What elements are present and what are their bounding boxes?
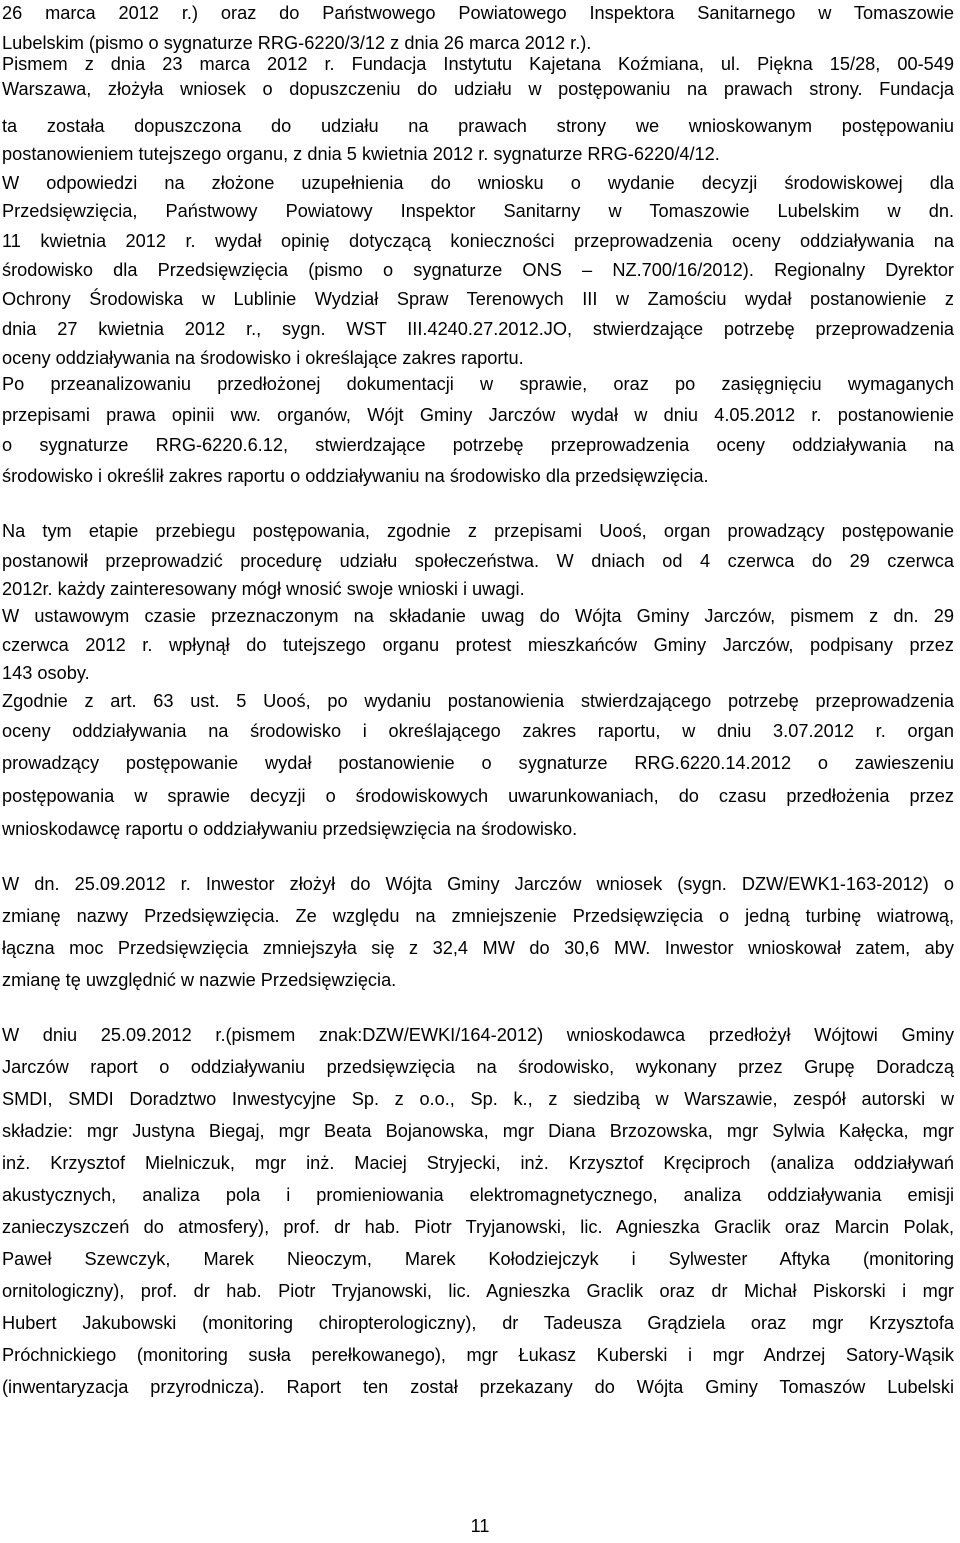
text-line: Zgodnie z art. 63 ust. 5 Uooś, po wydaniu postanowienia stwierdzającego potrzebę przeprowadzenia — [2, 691, 954, 711]
text-line: Ochrony Środowiska w Lublinie Wydział Spraw Terenowych III w Zamościu wydał postanowienie z — [2, 289, 954, 309]
text-line: zmianę tę uwzględnić w nazwie Przedsięwzięcia. — [2, 970, 397, 990]
text-line: zmianę nazwy Przedsięwzięcia. Ze względu na zmniejszenie Przedsięwzięcia o jedną turbinę wiatrową, — [2, 906, 954, 926]
text-line: (inwentaryzacja przyrodnicza). Raport ten został przekazany do Wójta Gminy Tomaszów Lubelski — [2, 1377, 954, 1397]
text-line: Po przeanalizowaniu przedłożonej dokumentacji w sprawie, oraz po zasięgnięciu wymaganych — [2, 374, 954, 394]
text-line: oceny oddziaływania na środowisko i określające zakres raportu. — [2, 348, 524, 368]
text-line: Lubelskim (pismo o sygnaturze RRG-6220/3/12 z dnia 26 marca 2012 r.). — [2, 33, 592, 53]
text-line: Przedsięwzięcia, Państwowy Powiatowy Inspektor Sanitarny w Tomaszowie Lubelskim w dn. — [2, 201, 954, 221]
text-line: czerwca 2012 r. wpłynął do tutejszego organu protest mieszkańców Gminy Jarczów, podpisany przez — [2, 635, 954, 655]
text-line: postanowił przeprowadzić procedurę udziału społeczeństwa. W dniach od 4 czerwca do 29 czerwca — [2, 551, 954, 571]
text-line: Na tym etapie przebiegu postępowania, zgodnie z przepisami Uooś, organ prowadzący postępowanie — [2, 521, 954, 541]
text-line: oceny oddziaływania na środowisko i określającego zakres raportu, w dniu 3.07.2012 r. organ — [2, 721, 954, 741]
text-line: 26 marca 2012 r.) oraz do Państwowego Powiatowego Inspektora Sanitarnego w Tomaszowie — [2, 3, 954, 23]
text-line: Paweł Szewczyk, Marek Nieoczym, Marek Kołodziejczyk i Sylwester Aftyka (monitoring — [2, 1249, 954, 1269]
text-line: inż. Krzysztof Mielniczuk, mgr inż. Maciej Stryjecki, inż. Krzysztof Kręciproch (analiza oddziaływań — [2, 1153, 954, 1173]
text-line: prowadzący postępowanie wydał postanowienie o sygnaturze RRG.6220.14.2012 o zawieszeniu — [2, 753, 954, 773]
text-line: W odpowiedzi na złożone uzupełnienia do wniosku o wydanie decyzji środowiskowej dla — [2, 173, 954, 193]
text-line: przepisami prawa opinii ww. organów, Wójt Gminy Jarczów wydał w dniu 4.05.2012 r. postanowienie — [2, 405, 954, 425]
text-line: ta została dopuszczona do udziału na prawach strony we wnioskowanym postępowaniu — [2, 116, 954, 136]
text-line: składzie: mgr Justyna Biegaj, mgr Beata Bojanowska, mgr Diana Brzozowska, mgr Sylwia Kałęcka, mgr — [2, 1121, 954, 1141]
text-line: W dniu 25.09.2012 r.(pismem znak:DZW/EWKI/164-2012) wnioskodawca przedłożył Wójtowi Gminy — [2, 1025, 954, 1045]
text-line: Próchnickiego (monitoring susła perełkowanego), mgr Łukasz Kuberski i mgr Andrzej Satory-Wąsik — [2, 1345, 954, 1365]
text-line: akustycznych, analiza pola i promieniowania elektromagnetycznego, analiza oddziaływania emisji — [2, 1185, 954, 1205]
page-number: 11 — [470, 1516, 490, 1536]
text-line: Hubert Jakubowski (monitoring chiropterologiczny), dr Tadeusza Grądziela oraz mgr Krzysztofa — [2, 1313, 954, 1333]
text-line: 11 kwietnia 2012 r. wydał opinię dotyczącą konieczności przeprowadzenia oceny oddziaływania na — [2, 231, 954, 251]
text-line: SMDI, SMDI Doradztwo Inwestycyjne Sp. z o.o., Sp. k., z siedzibą w Warszawie, zespół autorski w — [2, 1089, 954, 1109]
text-line: Warszawa, złożyła wniosek o dopuszczeniu do udziału w postępowaniu na prawach strony. Fundacja — [2, 79, 954, 99]
text-line: postanowieniem tutejszego organu, z dnia 5 kwietnia 2012 r. sygnaturze RRG-6220/4/12. — [2, 144, 720, 164]
text-line: Jarczów raport o oddziaływaniu przedsięwzięcia na środowisko, wykonany przez Grupę Doradczą — [2, 1057, 954, 1077]
text-line: 143 osoby. — [2, 663, 90, 683]
text-line: Pismem z dnia 23 marca 2012 r. Fundacja Instytutu Kajetana Koźmiana, ul. Piękna 15/28, 00-549 — [2, 54, 954, 74]
text-line: środowisko dla Przedsięwzięcia (pismo o sygnaturze ONS – NZ.700/16/2012). Regionalny Dyrektor — [2, 260, 954, 280]
text-line: postępowania w sprawie decyzji o środowiskowych uwarunkowaniach, do czasu przedłożenia przez — [2, 786, 954, 806]
text-line: dnia 27 kwietnia 2012 r., sygn. WST III.4240.27.2012.JO, stwierdzające potrzebę przeprowadzenia — [2, 319, 954, 339]
text-line: zanieczyszczeń do atmosfery), prof. dr hab. Piotr Tryjanowski, lic. Agnieszka Graclik oraz Marcin Polak, — [2, 1217, 954, 1237]
text-line: 2012r. każdy zainteresowany mógł wnosić swoje wnioski i uwagi. — [2, 579, 525, 599]
text-line: W ustawowym czasie przeznaczonym na składanie uwag do Wójta Gminy Jarczów, pismem z dn. 29 — [2, 606, 954, 626]
text-line: W dn. 25.09.2012 r. Inwestor złożył do Wójta Gminy Jarczów wniosek (sygn. DZW/EWK1-163-2012) o — [2, 874, 954, 894]
text-line: wnioskodawcę raportu o oddziaływaniu przedsięwzięcia na środowisko. — [2, 819, 578, 839]
text-line: o sygnaturze RRG-6220.6.12, stwierdzające potrzebę przeprowadzenia oceny oddziaływania na — [2, 435, 954, 455]
text-line: środowisko i określił zakres raportu o oddziaływaniu na środowisko dla przedsięwzięcia. — [2, 466, 709, 486]
text-line: łączna moc Przedsięwzięcia zmniejszyła się z 32,4 MW do 30,6 MW. Inwestor wnioskował zatem, aby — [2, 938, 954, 958]
text-line: ornitologiczny), prof. dr hab. Piotr Tryjanowski, lic. Agnieszka Graclik oraz dr Michał Piskorski i mgr — [2, 1281, 954, 1301]
